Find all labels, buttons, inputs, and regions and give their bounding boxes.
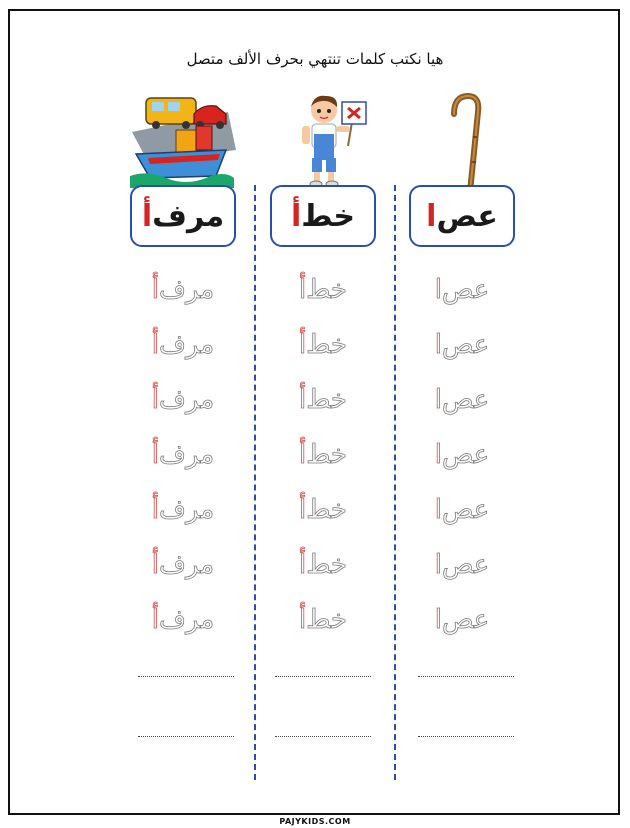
trace-word: عص ا xyxy=(434,549,490,580)
word-box-marfa xyxy=(130,185,236,247)
worksheet-title: هيا نكتب كلمات تنتهي بحرف الألف متصل xyxy=(186,50,444,68)
trace-word: خط أ xyxy=(299,494,347,525)
word-main: خط xyxy=(301,198,356,234)
trace-word: عص ا xyxy=(434,439,490,470)
trace-word: مرف أ xyxy=(151,329,215,360)
word-end-letter: أ xyxy=(141,198,153,234)
cane-picture xyxy=(448,92,488,196)
trace-word: مرف أ xyxy=(151,384,215,415)
column-separator xyxy=(254,185,256,780)
column-separator xyxy=(394,185,396,780)
word-box-khata xyxy=(270,185,376,247)
trace-word: عص ا xyxy=(434,274,490,305)
trace-word: خط أ xyxy=(299,274,347,305)
trace-word: خط أ xyxy=(299,604,347,635)
trace-word: مرف أ xyxy=(151,494,215,525)
trace-column-marfa xyxy=(130,262,236,647)
site-credit[interactable]: PAJYKIDS.COM xyxy=(274,817,355,826)
writing-line[interactable] xyxy=(275,676,371,677)
trace-word: عص ا xyxy=(434,494,490,525)
trace-word: عص ا xyxy=(434,604,490,635)
word-box-asa xyxy=(409,185,515,247)
writing-line[interactable] xyxy=(138,676,234,677)
writing-line[interactable] xyxy=(418,736,514,737)
footer xyxy=(0,809,630,828)
word-end-letter: أ xyxy=(290,198,302,234)
trace-word: خط أ xyxy=(299,549,347,580)
trace-word: مرف أ xyxy=(151,439,215,470)
writing-line[interactable] xyxy=(418,676,514,677)
trace-column-khata xyxy=(270,262,376,647)
trace-word: مرف أ xyxy=(151,549,215,580)
boy-picture xyxy=(292,90,372,190)
trace-word: عص ا xyxy=(434,329,490,360)
trace-word: عص ا xyxy=(434,384,490,415)
word-main: عص xyxy=(436,198,498,234)
writing-line[interactable] xyxy=(275,736,371,737)
word-main: مرف xyxy=(152,198,225,234)
word-end-letter: ا xyxy=(426,198,437,234)
trace-column-asa xyxy=(409,262,515,647)
writing-line[interactable] xyxy=(138,736,234,737)
trace-word: خط أ xyxy=(299,439,347,470)
trace-word: مرف أ xyxy=(151,274,215,305)
trace-word: خط أ xyxy=(299,384,347,415)
trace-word: خط أ xyxy=(299,329,347,360)
trace-word: مرف أ xyxy=(151,604,215,635)
boat-picture xyxy=(128,92,238,192)
